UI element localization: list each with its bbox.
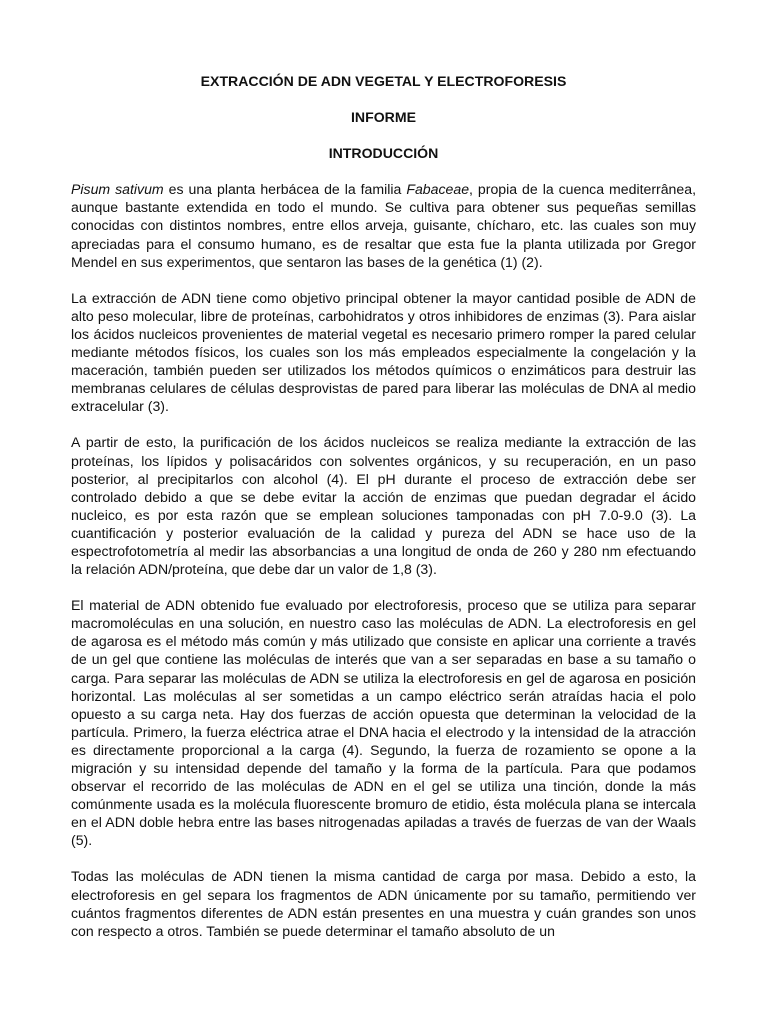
species-name: Pisum sativum xyxy=(71,181,164,198)
document-body xyxy=(71,72,696,958)
paragraph-electrophoresis: El material de ADN obtenido fue evaluado por electroforesis, proceso que se utiliza para separar macromoléculas en una solución, en nuestro caso las moléculas de ADN. La electroforesis en gel de agarosa es el método más común y más utilizado que consiste en aplicar una corriente a través de un gel que contiene las moléculas de interés que van a ser separadas en base a su tamaño o carga. Para separar las moléculas de ADN se utiliza la electroforesis en gel de agarosa en posición horizontal. Las moléculas al ser sometidas a un campo eléctrico serán atraídas hacia el polo opuesto a su carga neta. Hay dos fuerzas de acción opuesta que determinan la velocidad de la partícula. Primero, la fuerza eléctrica atrae el DNA hacia el electrodo y la intensidad de la atracción es directamente proporcional a la carga (4). Segundo, la fuerza de rozamiento se opone a la migración y su intensidad depende del tamaño y la forma de la partícula. Para que podamos observar el recorrido de las moléculas de ADN en el gel se utiliza una tinción, donde la más comúnmente usada es la molécula fluorescente bromuro de etidio, ésta molécula plana se intercala en el ADN doble hebra entre las bases nitrogenadas apiladas a través de fuerzas de van der Waals (5). xyxy=(71,597,696,849)
paragraph-dna-charge: Todas las moléculas de ADN tienen la misma cantidad de carga por masa. Debido a esto, la electroforesis en gel separa los fragmentos de ADN únicamente por su tamaño, permitiendo ver cuántos fragmentos diferentes de ADN están presentes en una muestra y cuán grandes son unos con respecto a otros. También se puede determinar el tamaño absoluto de un xyxy=(71,868,696,939)
document-title: EXTRACCIÓN DE ADN VEGETAL Y ELECTROFORESIS xyxy=(200,73,567,89)
section-heading: INTRODUCCIÓN xyxy=(328,145,439,162)
paragraph-extraction: La extracción de ADN tiene como objetivo principal obtener la mayor cantidad posible de ADN de alto peso molecular, libre de proteínas, carbohidratos y otros inhibidores de enzimas (3). Para aislar los ácidos nucleicos provenientes de material vegetal es necesario primero romper la pared celular mediante métodos físicos, los cuales son los más empleados especialmente la congelación y la maceración, también pueden ser utilizados los métodos químicos o enzimáticos para destruir las membranas celulares de células desprovistas de pared para liberar las moléculas de DNA al medio extracelular (3). xyxy=(71,289,696,415)
family-name: Fabaceae xyxy=(406,181,470,198)
paragraph-text: , propia de la cuenca mediterrânea, aunque bastante extendida en todo el mundo. Se cultiva para obtener sus pequeñas semillas conocidas con distintos nombres, entre ellos arveja, guisante, chícharo, etc. las cuales son muy apreciadas para el consumo humano, es de resaltar que esta fue la planta utilizada por Gregor Mendel en sus experimentos, que sentaron las bases de la genética (1) (2). xyxy=(71,181,696,270)
paragraph-introduction xyxy=(71,180,696,270)
paragraph-purification: A partir de esto, la purificación de los ácidos nucleicos se realiza mediante la extracción de las proteínas, los lípidos y polisacáridos con solventes orgánicos, y su recuperación, en un paso posterior, al precipitarlos con alcohol (4). El pH durante el proceso de extracción debe ser controlado debido a que se debe evitar la acción de enzimas que puedan degradar el ácido nucleico, es por esta razón que se emplean soluciones tamponadas con pH 7.0-9.0 (3). La cuantificación y posterior evaluación de la calidad y pureza del ADN se hace uso de la espectrofotometría al medir las absorbancias a una longitud de onda de 260 y 280 nm efectuando la relación ADN/proteína, que debe dar un valor de 1,8 (3). xyxy=(71,434,696,578)
document-subtitle: INFORME xyxy=(351,109,416,126)
paragraph-text: es una planta herbácea de la familia xyxy=(163,181,407,198)
